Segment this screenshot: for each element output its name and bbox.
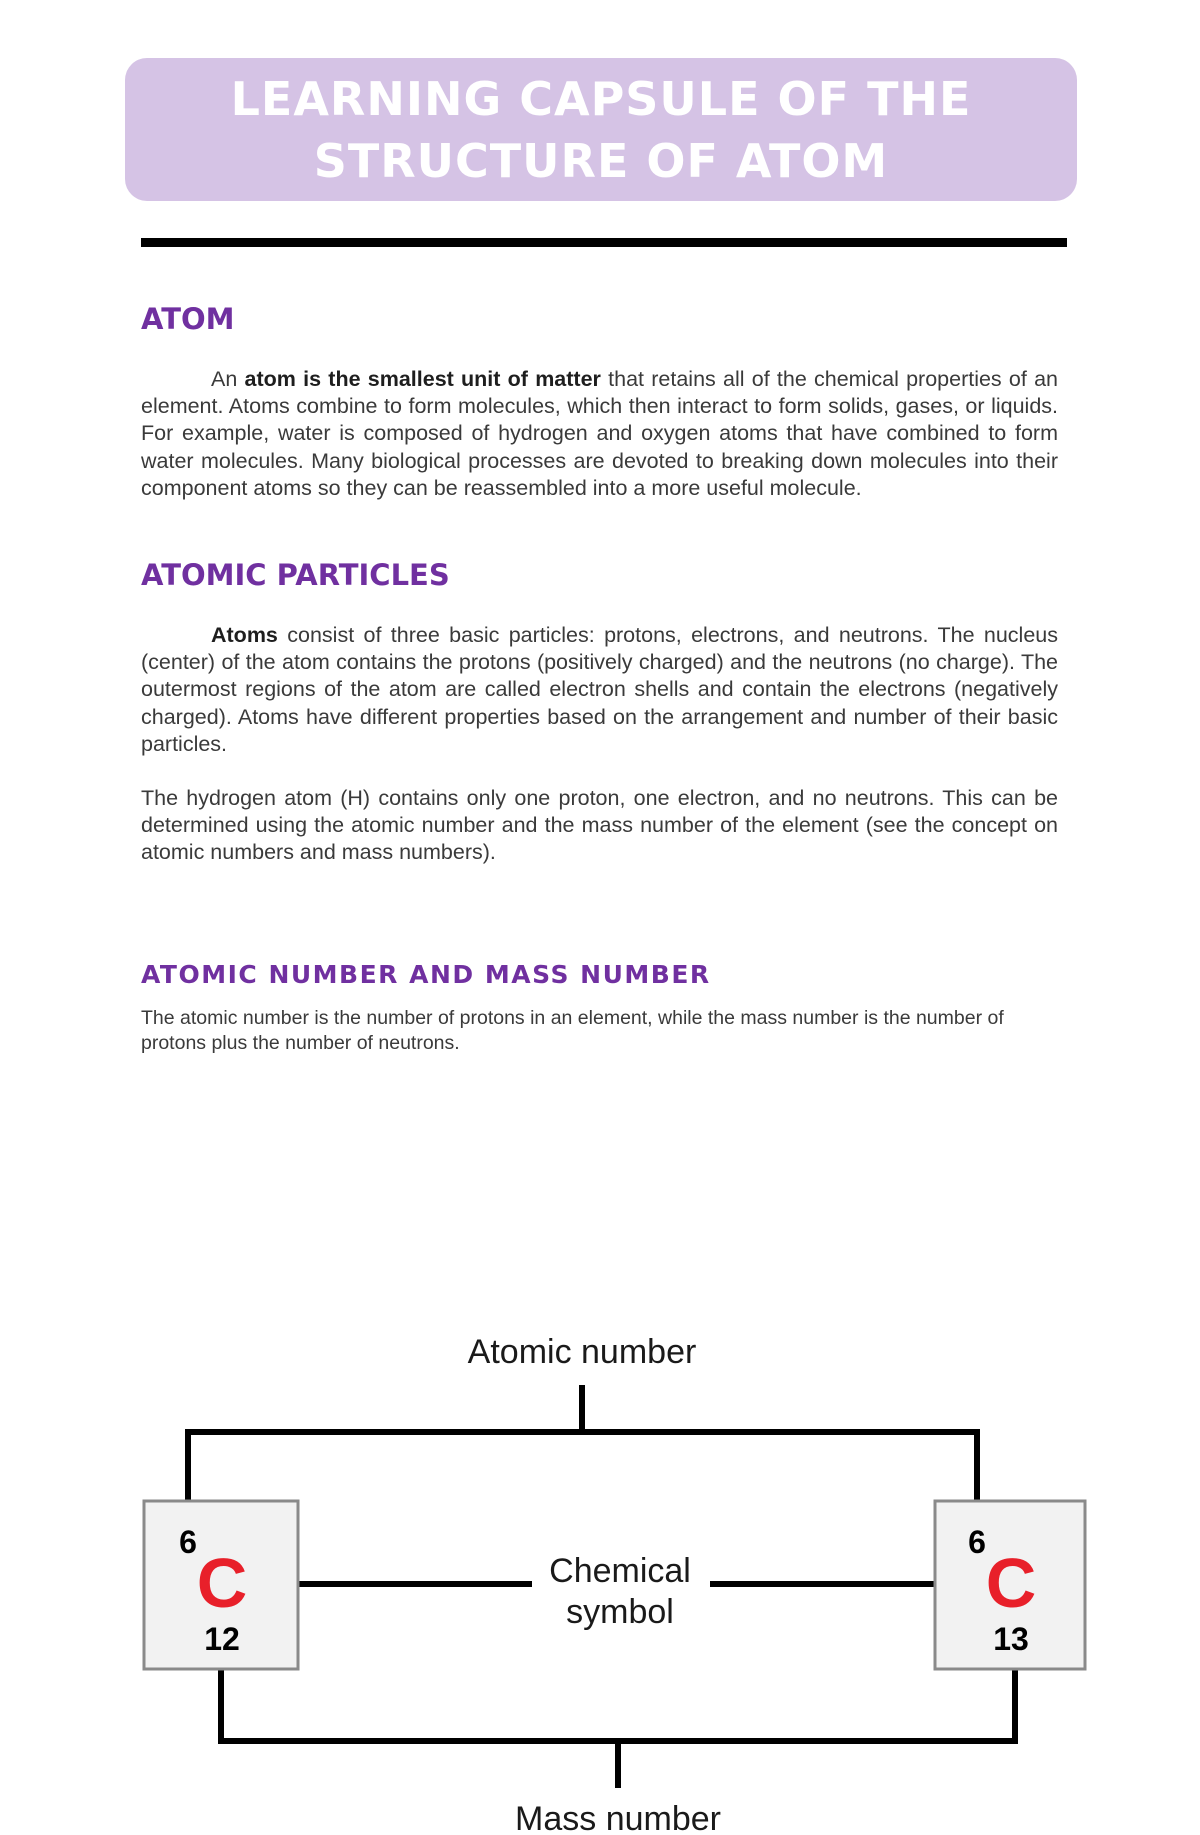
heading-atomic-number-mass-number: ATOMIC NUMBER AND MASS NUMBER bbox=[141, 960, 711, 989]
atom-definition-bold: atom is the smallest unit of matter bbox=[244, 367, 601, 391]
particles-paragraph-2: The hydrogen atom (H) contains only one proton, one electron, and no neutrons. This can be determined using the atomic number and the mass number of the element (see the concept on atomic numbers and mass numbers). bbox=[141, 786, 1058, 865]
right-mass-number: 13 bbox=[993, 1621, 1029, 1657]
particles-body-text: consist of three basic particles: protons, electrons, and neutrons. The nucleus (center) of the atom contains the protons (positively charged) and the neutrons (no charge). The outermost regions of the atom are called electron shells and contain the electrons (negatively charged). Atoms have different properties based on the arrangement and number of their basic particles. bbox=[141, 623, 1058, 756]
atom-intro-text: An bbox=[211, 367, 245, 391]
particles-paragraph-1 bbox=[141, 622, 1058, 758]
right-element-symbol: C bbox=[985, 1544, 1037, 1622]
divider-rule bbox=[141, 238, 1067, 247]
chemical-symbol-label-line-1: Chemical bbox=[549, 1552, 691, 1590]
atomic-number-bracket bbox=[188, 1385, 977, 1518]
left-mass-number: 12 bbox=[204, 1621, 240, 1657]
numbers-paragraph: The atomic number is the number of protons in an element, while the mass number is the number of protons plus the number of neutrons. bbox=[141, 1007, 1004, 1054]
atom-body-text: that retains all of the chemical properties of an element. Atoms combine to form molecules, which then interact to form solids, gases, or liquids. For example, water is composed of hydrogen and oxygen atoms that have combined to form water molecules. Many biological processes are devoted to breaking down molecules into their component atoms so they can be reassembled into a more useful molecule. bbox=[141, 367, 1058, 500]
mass-number-bracket bbox=[221, 1660, 1015, 1788]
particles-bold-lead: Atoms bbox=[211, 623, 278, 647]
heading-atom: ATOM bbox=[141, 302, 235, 336]
top-label: Atomic number bbox=[467, 1333, 697, 1371]
atomic-notation-diagram bbox=[0, 1300, 1200, 1835]
atom-paragraph bbox=[141, 366, 1058, 502]
left-atomic-number: 6 bbox=[179, 1524, 197, 1560]
left-element-symbol: C bbox=[196, 1544, 248, 1622]
heading-atomic-particles: ATOMIC PARTICLES bbox=[141, 558, 450, 592]
title-line-1: LEARNING CAPSULE OF THE bbox=[230, 71, 972, 126]
page-title bbox=[231, 68, 972, 192]
bottom-label: Mass number bbox=[515, 1800, 721, 1835]
chemical-symbol-label-line-2: symbol bbox=[566, 1593, 674, 1631]
title-line-2: STRUCTURE OF ATOM bbox=[313, 133, 889, 188]
title-banner bbox=[125, 58, 1077, 201]
right-atomic-number: 6 bbox=[968, 1524, 986, 1560]
